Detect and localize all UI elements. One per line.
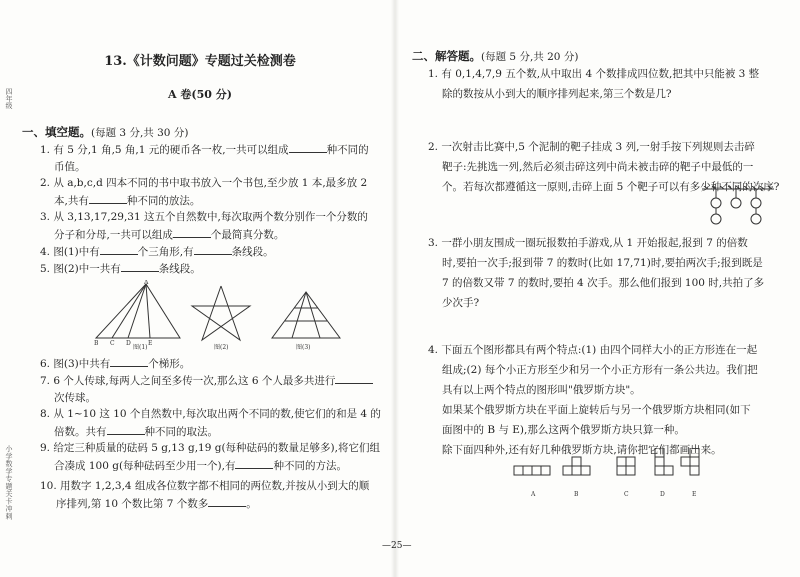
volume-label: A 卷(50 分) bbox=[168, 88, 232, 101]
answer-blank[interactable] bbox=[107, 423, 145, 435]
spine-series-label: 小学数学专题关卡冲刺 bbox=[5, 445, 13, 520]
tetromino-label: A bbox=[531, 491, 536, 498]
problem-3: 3. 一群小朋友围成一圈玩报数拍手游戏,从 1 开始报起,报到 7 的倍数 时,要拍一次手;报到带 7 的数时(比如 17,71)时,要拍两次手;报到既是 7 的倍数又带 7 的数时,要拍 4 次手。那么他们报到 100 时,共拍了多 少次手? bbox=[428, 237, 765, 309]
vertex-label: E bbox=[148, 340, 153, 346]
vertex-label: B bbox=[94, 340, 99, 346]
question-9: 9. 给定三种质量的砝码 5 g,13 g,19 g(每种砝码的数量足够多),将它们组 合凑成 100 g(每种砝码至少用一个),有 种不同的方法。 bbox=[40, 442, 380, 472]
tetromino-label: D bbox=[660, 491, 665, 498]
page-number: —25— bbox=[382, 541, 412, 551]
question-3: 3. 从 3,13,17,29,31 这五个自然数中,每次取两个数分别作一个分数的 分子和分母,一共可以组成 个最简真分数。 bbox=[40, 211, 368, 241]
question-4: 4. 图(1)中有 个三角形,有 条线段。 bbox=[40, 243, 274, 261]
figure-1-caption: 图(1) bbox=[133, 344, 148, 351]
figure-2-star bbox=[188, 284, 254, 344]
answer-blank[interactable] bbox=[110, 355, 148, 367]
tetromino-a bbox=[514, 466, 550, 475]
figure-2-caption: 图(2) bbox=[214, 344, 229, 351]
tetromino-c bbox=[617, 457, 635, 475]
section2-heading: 二、解答题。(每题 5 分,共 20 分) bbox=[412, 49, 579, 63]
figure-1-triangle bbox=[90, 280, 190, 346]
answer-blank[interactable] bbox=[289, 141, 327, 153]
question-10: 10. 用数字 1,2,3,4 组成各位数字都不相同的两位数,并按从小到大的顺 序排列,第 10 个数比第 7 个数多 。 bbox=[40, 480, 370, 510]
section1-heading: 一、填空题。(每题 3 分,共 30 分) bbox=[22, 125, 189, 139]
spine-grade-label: 四年级 bbox=[5, 88, 13, 109]
answer-blank[interactable] bbox=[235, 457, 273, 469]
tetromino-e bbox=[681, 448, 699, 475]
figure-3-caption: 图(3) bbox=[296, 344, 311, 351]
vertex-label: A bbox=[144, 280, 149, 286]
question-1: 1. 有 5 分,1 角,5 角,1 元的硬币各一枚,一共可以组成 种不同的 币值。 bbox=[40, 141, 369, 176]
answer-blank[interactable] bbox=[121, 260, 159, 272]
question-6: 6. 图(3)中共有 个梯形。 bbox=[40, 355, 190, 373]
answer-blank[interactable] bbox=[335, 372, 373, 384]
question-7: 7. 6 个人传球,每两人之间至多传一次,那么这 6 个人最多共进行 次传球。 bbox=[40, 372, 373, 407]
problem-1: 1. 有 0,1,4,7,9 五个数,从中取出 4 个数排成四位数,把其中只能被 3 整 除的数按从小到大的顺序排列起来,第三个数是几? bbox=[428, 68, 760, 100]
answer-blank[interactable] bbox=[208, 495, 246, 507]
tetromino-label: B bbox=[574, 491, 579, 498]
problem-4: 4. 下面五个图形都具有两个特点:(1) 由四个同样大小的正方形连在一起 组成;(2) 每个小正方形至少和另一个小正方形有一条公共边。我们把 具有以上两个特点的图形叫"俄罗斯方块"。 如果某个俄罗斯方块在平面上旋转后与另一个俄罗斯方块相同(如下 面图中的 B 与 E),那么这两个俄罗斯方块只算一种。 除下面四种外,还有好几种俄罗斯方块,请你把它们都画出来。 bbox=[428, 344, 758, 456]
page-title: 13.《计数问题》专题过关检测卷 bbox=[104, 54, 296, 69]
tetromino-label: E bbox=[692, 491, 697, 498]
question-5: 5. 图(2)中一共有 条线段。 bbox=[40, 260, 201, 278]
question-2: 2. 从 a,b,c,d 四本不同的书中取书放入一个书包,至少放 1 本,最多放 2 本,共有 种不同的放法。 bbox=[40, 177, 368, 207]
question-8: 8. 从 1~10 这 10 个自然数中,每次取出两个不同的数,使它们的和是 4 的 倍数。共有 种不同的取法。 bbox=[40, 408, 381, 438]
tetromino-d bbox=[655, 448, 673, 475]
tetromino-figures bbox=[512, 448, 708, 504]
answer-blank[interactable] bbox=[89, 192, 127, 204]
hanging-targets-figure bbox=[700, 186, 776, 232]
answer-blank[interactable] bbox=[173, 226, 211, 238]
answer-blank[interactable] bbox=[194, 243, 232, 255]
problem-2: 2. 一次射击比赛中,5 个泥制的靶子挂成 3 列,一射手按下列规则去击碎 靶子:先挑选一列,然后必须击碎这列中尚未被击碎的靶子中最低的一 个。若每次都遵循这一原则,击碎上面 5 个靶子可以有多少种不同的次序? bbox=[428, 141, 780, 193]
figure-3-trapezoid-grid bbox=[268, 290, 344, 342]
tetromino-label: C bbox=[624, 491, 629, 498]
vertex-label: C bbox=[110, 340, 115, 346]
answer-blank[interactable] bbox=[100, 243, 138, 255]
vertex-label: D bbox=[126, 340, 131, 346]
tetromino-b bbox=[563, 457, 590, 475]
